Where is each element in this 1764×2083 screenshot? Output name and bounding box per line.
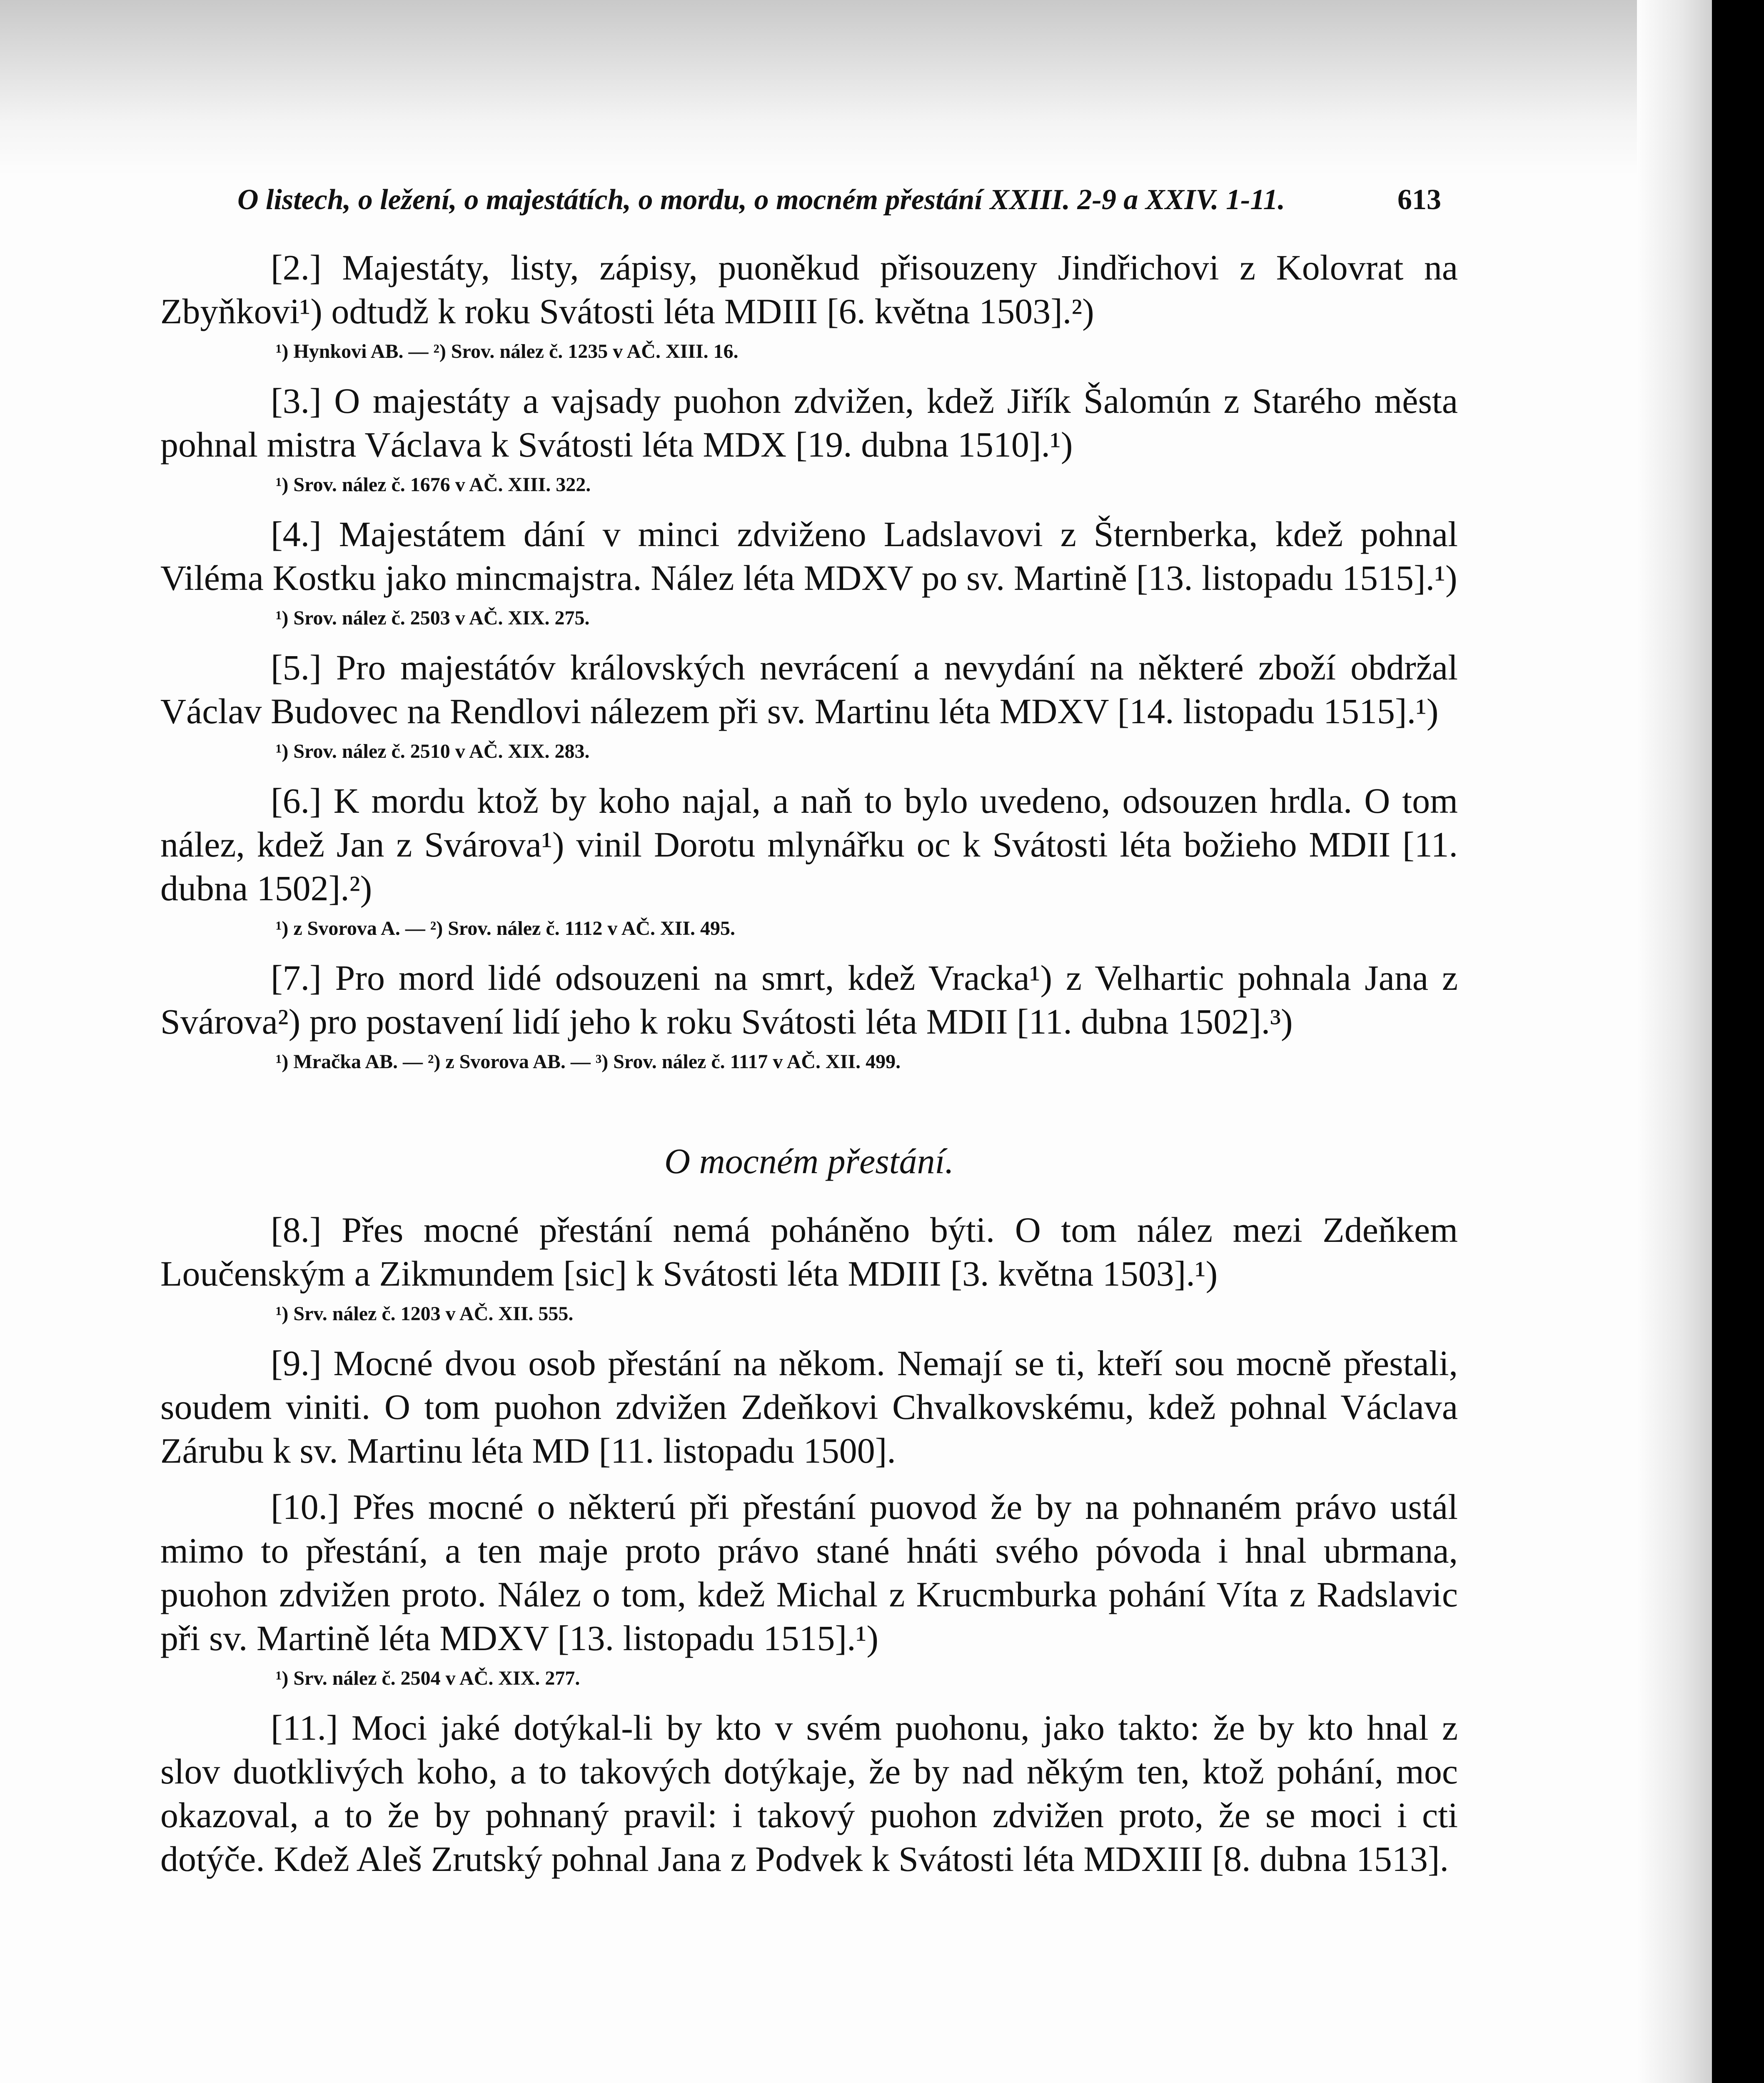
footnote-4: ¹) Srov. nález č. 2503 v AČ. XIX. 275.: [276, 607, 590, 629]
entry-4: [4.] Majestátem dání v minci zdviženo Ladslavovi z Šternberka, kdež pohnal Viléma Kostku jako mincmajstra. Nález léta MDXV po sv. Martině [13. listopadu 1515].¹): [160, 514, 1458, 598]
footnote-2: ¹) Hynkovi AB. — ²) Srov. nález č. 1235 v AČ. XIII. 16.: [276, 340, 739, 362]
entry-2: [2.] Majestáty, listy, zápisy, puoněkud přisouzeny Jindřichovi z Kolovrat na Zbyňkovi¹) odtudž k roku Svátosti léta MDIII [6. května 1503].²): [160, 247, 1458, 331]
page-shadow: [0, 0, 1712, 175]
footnote-8: ¹) Srv. nález č. 1203 v AČ. XII. 555.: [276, 1303, 574, 1325]
entry-9: [9.] Mocné dvou osob přestání na někom. Nemají se ti, kteří sou mocně přestali, soudem viniti. O tom puohon zdvižen Zdeňkovi Chvalkovskému, kdež pohnal Václava Zárubu k sv. Martinu léta MD [11. listopadu 1500].: [160, 1343, 1458, 1471]
entry-3: [3.] O majestáty a vajsady puohon zdvižen, kdež Jiřík Šalomún z Starého města pohnal mistra Václava k Svátosti léta MDX [19. dubna 1510].¹): [160, 381, 1458, 465]
footnote-7: ¹) Mračka AB. — ²) z Svorova AB. — ³) Srov. nález č. 1117 v AČ. XII. 499.: [276, 1051, 901, 1073]
entry-7: [7.] Pro mord lidé odsouzeni na smrt, kdež Vracka¹) z Velhartic pohnala Jana z Svárova²) pro postavení lidí jeho k roku Svátosti léta MDII [11. dubna 1502].³): [160, 958, 1458, 1042]
page-edge: [1637, 0, 1712, 2083]
footnote-10: ¹) Srv. nález č. 2504 v AČ. XIX. 277.: [276, 1667, 580, 1689]
running-header: O listech, o ležení, o majestátích, o mordu, o mocném přestání XXIII. 2-9 a XXIV. 1-11.: [237, 184, 1285, 216]
entry-8: [8.] Přes mocné přestání nemá poháněno býti. O tom nález mezi Zdeňkem Loučenským a Zikmundem [sic] k Svátosti léta MDIII [3. května 1503].¹): [160, 1210, 1458, 1294]
entry-6: [6.] K mordu ktož by koho najal, a naň to bylo uvedeno, odsouzen hrdla. O tom nález, kdež Jan z Svárova¹) vinil Dorotu mlynářku oc k Svátosti léta božieho MDII [11. dubna 1502].²): [160, 781, 1458, 908]
footnote-3: ¹) Srov. nález č. 1676 v AČ. XIII. 322.: [276, 474, 591, 496]
footnote-5: ¹) Srov. nález č. 2510 v AČ. XIX. 283.: [276, 740, 590, 762]
page-body: [160, 246, 1458, 1881]
entry-11: [11.] Moci jaké dotýkal-li by kto v svém puohonu, jako takto: že by kto hnal z slov duotklivých koho, a to takových dotýkaje, že by nad někým ten, ktož pohání, moc okazoval, a to že by pohnaný pravil: i takový puohon zdvižen proto, že se moci i cti dotýče. Kdež Aleš Zrutský pohnal Jana z Podvek k Svátosti léta MDXIII [8. dubna 1513].: [160, 1708, 1458, 1879]
footnote-6: ¹) z Svorova A. — ²) Srov. nález č. 1112 v AČ. XII. 495.: [276, 917, 736, 939]
page-number: 613: [1397, 184, 1441, 216]
entry-5: [5.] Pro majestátóv královských nevrácení a nevydání na některé zboží obdržal Václav Budovec na Rendlovi nálezem při sv. Martinu léta MDXV [14. listopadu 1515].¹): [160, 647, 1458, 731]
entry-10: [10.] Přes mocné o některú při přestání puovod že by na pohnaném právo ustál mimo to přestání, a ten maje proto právo stané hnáti svého póvoda i hnal ubrmana, puohon zdvižen proto. Nález o tom, kdež Michal z Krucmburka pohání Víta z Radslavic při sv. Martině léta MDXV [13. listopadu 1515].¹): [160, 1487, 1458, 1658]
section-title: O mocném přestání.: [664, 1141, 954, 1181]
